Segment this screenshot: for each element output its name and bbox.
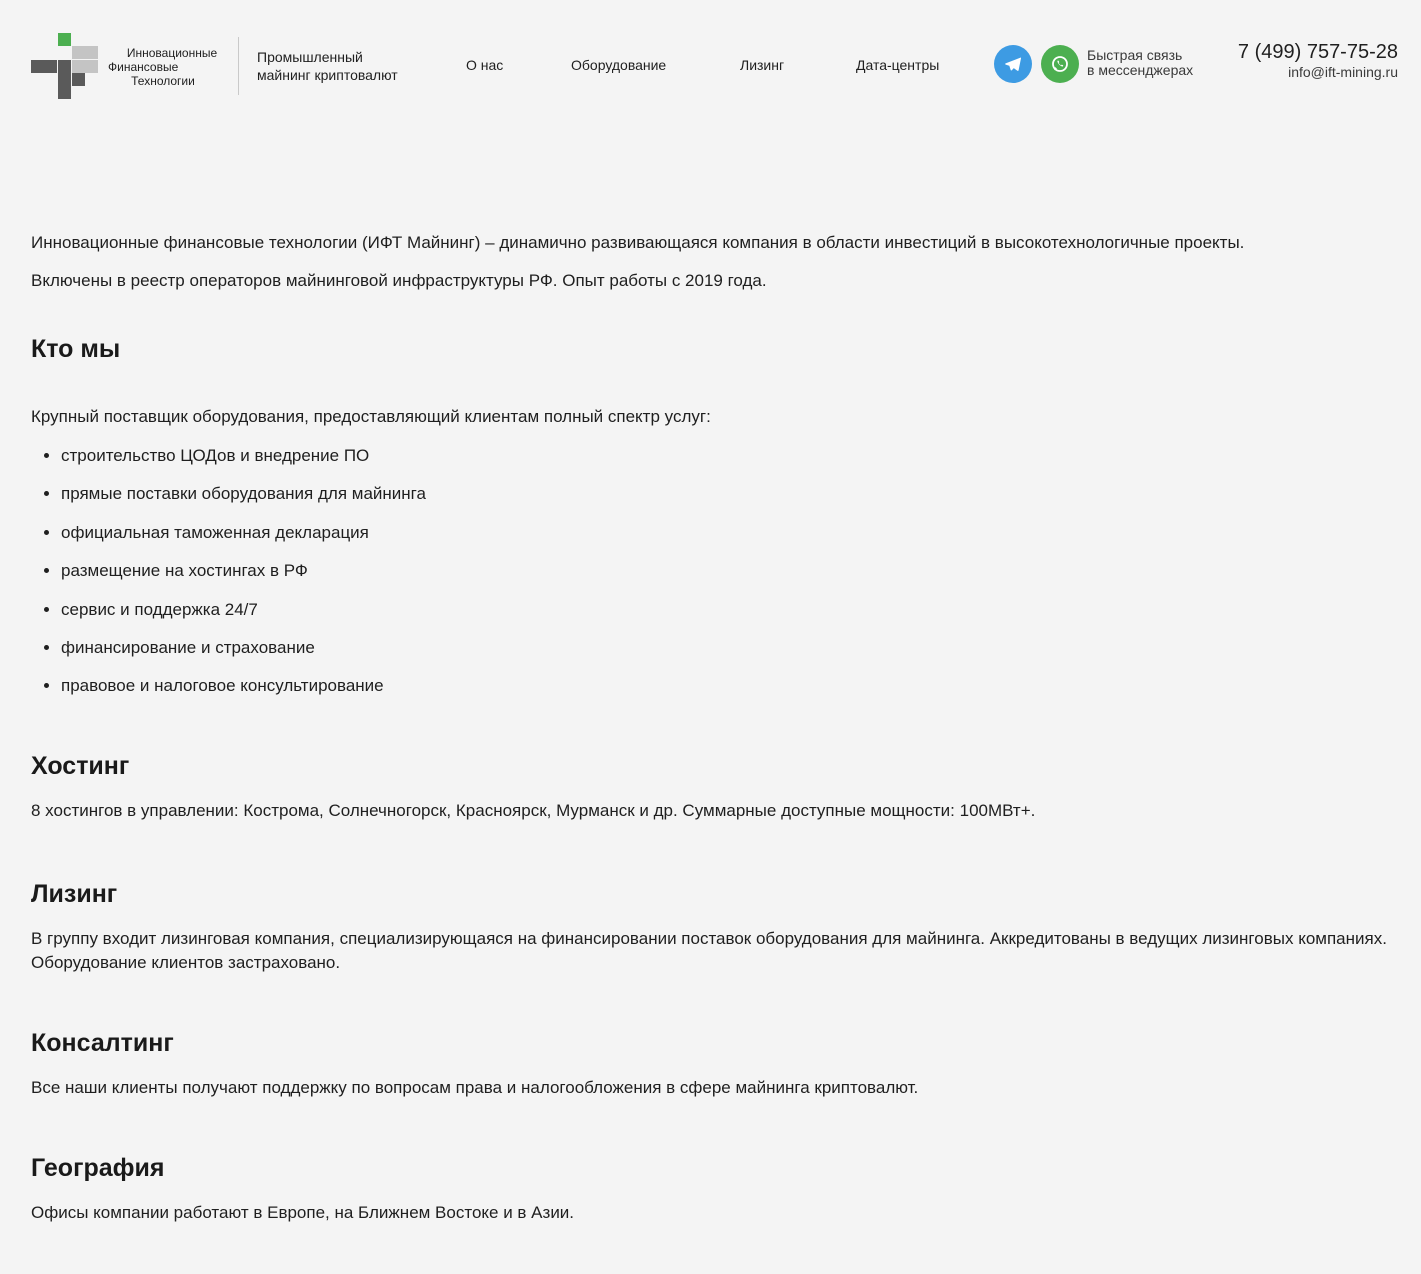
messenger-label-line: Быстрая связь xyxy=(1087,47,1183,63)
tagline xyxy=(257,48,398,84)
whatsapp-button[interactable] xyxy=(1041,45,1079,83)
list-item: • правовое и налоговое консультирование xyxy=(61,674,426,698)
section-title-hosting: Хостинг xyxy=(31,752,130,780)
logo-text[interactable] xyxy=(104,46,222,88)
list-item: • официальная таможенная декларация xyxy=(61,521,426,545)
email-link[interactable]: info@ift-mining.ru xyxy=(1288,64,1398,80)
list-item: • размещение на хостингах в РФ xyxy=(61,559,426,583)
leasing-text: В группу входит лизинговая компания, специализирующаяся на финансировании поставок оборудования для майнинга. Аккредитованы в ведущих лизинговых компаниях. Оборудование клиентов застраховано. xyxy=(31,929,1387,972)
section-title-who: Кто мы xyxy=(31,335,121,363)
logo-line: Финансовые xyxy=(108,60,179,74)
tagline-line: майнинг криптовалют xyxy=(257,67,398,83)
nav-about[interactable]: О нас xyxy=(466,57,504,73)
telegram-button[interactable] xyxy=(994,45,1032,83)
consulting-text: Все наши клиенты получают поддержку по вопросам права и налогообложения в сфере майнинга криптовалют. xyxy=(31,1078,919,1097)
list-item: • сервис и поддержка 24/7 xyxy=(61,598,426,622)
tagline-line: Промышленный xyxy=(257,49,363,65)
list-item: • строительство ЦОДов и внедрение ПО xyxy=(61,444,426,468)
services-list xyxy=(31,444,426,713)
section-title-geography: География xyxy=(31,1154,165,1182)
nav-leasing[interactable]: Лизинг xyxy=(740,57,785,73)
section-title-consulting: Консалтинг xyxy=(31,1029,174,1057)
site-header xyxy=(0,0,1421,130)
logo-line: Инновационные xyxy=(126,46,218,60)
list-item: • финансирование и страхование xyxy=(61,636,426,660)
logo-mark-icon[interactable] xyxy=(31,33,99,99)
phone-link[interactable]: 7 (499) 757-75-28 xyxy=(1237,41,1398,63)
nav-equipment[interactable]: Оборудование xyxy=(571,57,667,73)
hosting-text: 8 хостингов в управлении: Кострома, Солнечногорск, Красноярск, Мурманск и др. Суммарные доступные мощности: 100МВт+. xyxy=(31,801,1036,820)
whatsapp-icon xyxy=(1051,55,1069,73)
telegram-icon xyxy=(1005,57,1021,71)
list-item: • прямые поставки оборудования для майнинга xyxy=(61,482,426,506)
nav-data-centers[interactable]: Дата-центры xyxy=(856,57,940,73)
who-lead: Крупный поставщик оборудования, предоставляющий клиентам полный спектр услуг: xyxy=(31,407,711,426)
intro-paragraph: Инновационные финансовые технологии (ИФТ Майнинг) – динамично развивающаяся компания в области инвестиций в высокотехнологичные проекты. xyxy=(31,233,1245,252)
header-divider xyxy=(238,37,239,95)
geography-text: Офисы компании работают в Европе, на Ближнем Востоке и в Азии. xyxy=(31,1203,575,1222)
intro-paragraph: Включены в реестр операторов майнинговой инфраструктуры РФ. Опыт работы с 2019 года. xyxy=(31,271,767,290)
section-title-leasing: Лизинг xyxy=(31,880,118,908)
logo-line: Технологии xyxy=(131,74,195,88)
messenger-label-line: в мессенджерах xyxy=(1087,62,1194,78)
messenger-label xyxy=(1087,48,1193,78)
